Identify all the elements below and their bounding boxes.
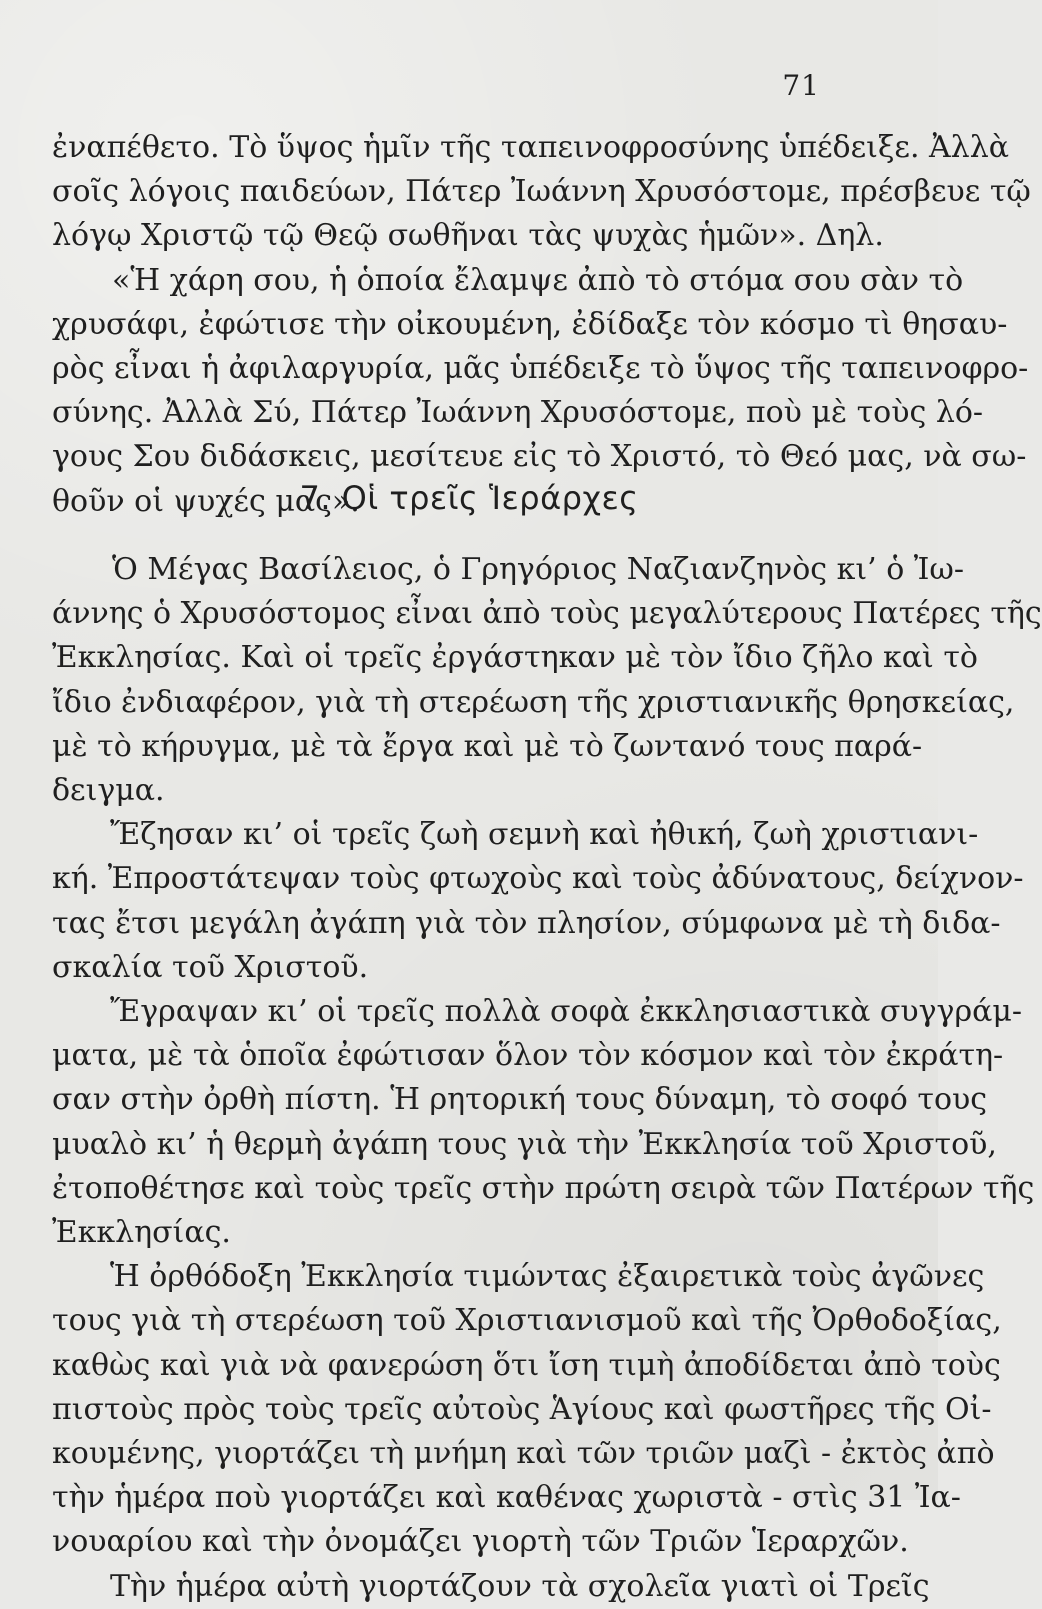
text-line: ματα, μὲ τὰ ὁποῖα ἐφώτισαν ὅλον τὸν κόσμον καὶ τὸν ἐκράτη- — [52, 1038, 1004, 1074]
text-line: καθὼς καὶ γιὰ νὰ φανερώση ὅτι ἴση τιμὴ ἀποδίδεται ἀπὸ τοὺς — [52, 1347, 1001, 1383]
text-line: κουμένης, γιορτάζει τὴ μνήμη καὶ τῶν τριῶν μαζὶ - ἐκτὸς ἀπὸ — [52, 1436, 995, 1472]
text-line: Ἔγραψαν κι’ οἱ τρεῖς πολλὰ σοφὰ ἐκκλησιαστικὰ συγγράμ- — [110, 994, 1022, 1030]
text-line: ἐτοποθέτησε καὶ τοὺς τρεῖς στὴν πρώτη σειρὰ τῶν Πατέρων τῆς — [52, 1170, 1035, 1206]
text-line: ρὸς εἶναι ἡ ἀφιλαργυρία, μᾶς ὑπέδειξε τὸ ὕψος τῆς ταπεινοφρο- — [52, 351, 1029, 387]
page-number: 71 — [782, 69, 820, 102]
text-line: τας ἔτσι μεγάλη ἀγάπη γιὰ τὸν πλησίον, σύμφωνα μὲ τὴ διδα- — [52, 905, 1001, 941]
text-line: «Ἡ χάρη σου, ἡ ὁποία ἔλαμψε ἀπὸ τὸ στόμα σου σὰν τὸ — [112, 262, 964, 298]
section-body — [52, 548, 1042, 1609]
text-line: Τὴν ἡμέρα αὐτὴ γιορτάζουν τὰ σχολεῖα γιατὶ οἱ Τρεῖς — [110, 1568, 930, 1604]
text-line: πιστοὺς πρὸς τοὺς τρεῖς αὐτοὺς Ἁγίους καὶ φωστῆρες τῆς Οἰ- — [52, 1391, 992, 1427]
text-line: Ἡ ὀρθόδοξη Ἐκκλησία τιμώντας ἐξαιρετικὰ τοὺς ἀγῶνες — [110, 1259, 985, 1295]
text-line: λόγῳ Χριστῷ τῷ Θεῷ σωθῆναι τὰς ψυχὰς ἡμῶν». Δηλ. — [52, 218, 884, 254]
text-line: χρυσάφι, ἐφώτισε τὴν οἰκουμένη, ἐδίδαξε τὸν κόσμο τὶ θησαυ- — [52, 306, 1008, 342]
text-line: σαν στὴν ὀρθὴ πίστη. Ἡ ρητορική τους δύναμη, τὸ σοφό τους — [52, 1082, 988, 1118]
text-line: Ἐκκλησίας. — [52, 1215, 231, 1251]
text-line: κή. Ἐπροστάτεψαν τοὺς φτωχοὺς καὶ τοὺς ἀδύνατους, δείχνον- — [52, 861, 1024, 897]
text-line: σοῖς λόγοις παιδεύων, Πάτερ Ἰωάννη Χρυσόστομε, πρέσβευε τῷ — [52, 174, 1031, 210]
text-line: ἐναπέθετο. Τὸ ὕψος ἡμῖν τῆς ταπεινοφροσύνης ὑπέδειξε. Ἀλλὰ — [52, 130, 1009, 165]
section-heading: 7. Οἱ τρεῖς Ἱεράρχες — [299, 479, 639, 517]
opening-paragraph — [52, 126, 1031, 524]
text-line: Ὁ Μέγας Βασίλειος, ὁ Γρηγόριος Ναζιανζηνὸς κι’ ὁ Ἰω- — [112, 552, 965, 587]
paragraph-1 — [52, 548, 1042, 813]
text-line: θοῦν οἱ ψυχές μας». — [52, 483, 360, 519]
text-line: νουαρίου καὶ τὴν ὀνομάζει γιορτὴ τῶν Τριῶν Ἱεραρχῶν. — [52, 1524, 909, 1560]
text-line: γους Σου διδάσκεις, μεσίτευε εἰς τὸ Χριστό, τὸ Θεό μας, νὰ σω- — [52, 439, 1027, 475]
text-line: άννης ὁ Χρυσόστομος εἶναι ἀπὸ τοὺς μεγαλύτερους Πατέρες τῆς — [52, 596, 1042, 632]
text-line: μὲ τὸ κήρυγμα, μὲ τὰ ἔργα καὶ μὲ τὸ ζωντανό τους παρά- — [52, 728, 923, 764]
text-line: τους γιὰ τὴ στερέωση τοῦ Χριστιανισμοῦ καὶ τῆς Ὀρθοδοξίας, — [52, 1303, 1002, 1339]
text-line: δειγμα. — [52, 773, 165, 809]
text-line: Ἔζησαν κι’ οἱ τρεῖς ζωὴ σεμνὴ καὶ ἠθική, ζωὴ χριστιανι- — [110, 817, 979, 853]
text-line: σύνης. Ἀλλὰ Σύ, Πάτερ Ἰωάννη Χρυσόστομε, ποὺ μὲ τοὺς λό- — [52, 395, 984, 431]
text-line: ἴδιο ἐνδιαφέρον, γιὰ τὴ στερέωση τῆς χριστιανικῆς θρησκείας, — [52, 684, 1015, 720]
paragraph-4 — [52, 1255, 1002, 1564]
text-line: Ἐκκλησίας. Καὶ οἱ τρεῖς ἐργάστηκαν μὲ τὸν ἴδιο ζῆλο καὶ τὸ — [52, 640, 978, 676]
text-line: τὴν ἡμέρα ποὺ γιορτάζει καὶ καθένας χωριστὰ - στὶς 31 Ἰα- — [52, 1480, 961, 1516]
paragraph-5 — [52, 1565, 930, 1609]
text-line: σκαλία τοῦ Χριστοῦ. — [52, 949, 369, 985]
paragraph-2 — [52, 813, 1024, 990]
paragraph-3 — [52, 990, 1035, 1255]
text-line: μυαλὸ κι’ ἡ θερμὴ ἀγάπη τους γιὰ τὴν Ἐκκλησία τοῦ Χριστοῦ, — [52, 1126, 997, 1162]
